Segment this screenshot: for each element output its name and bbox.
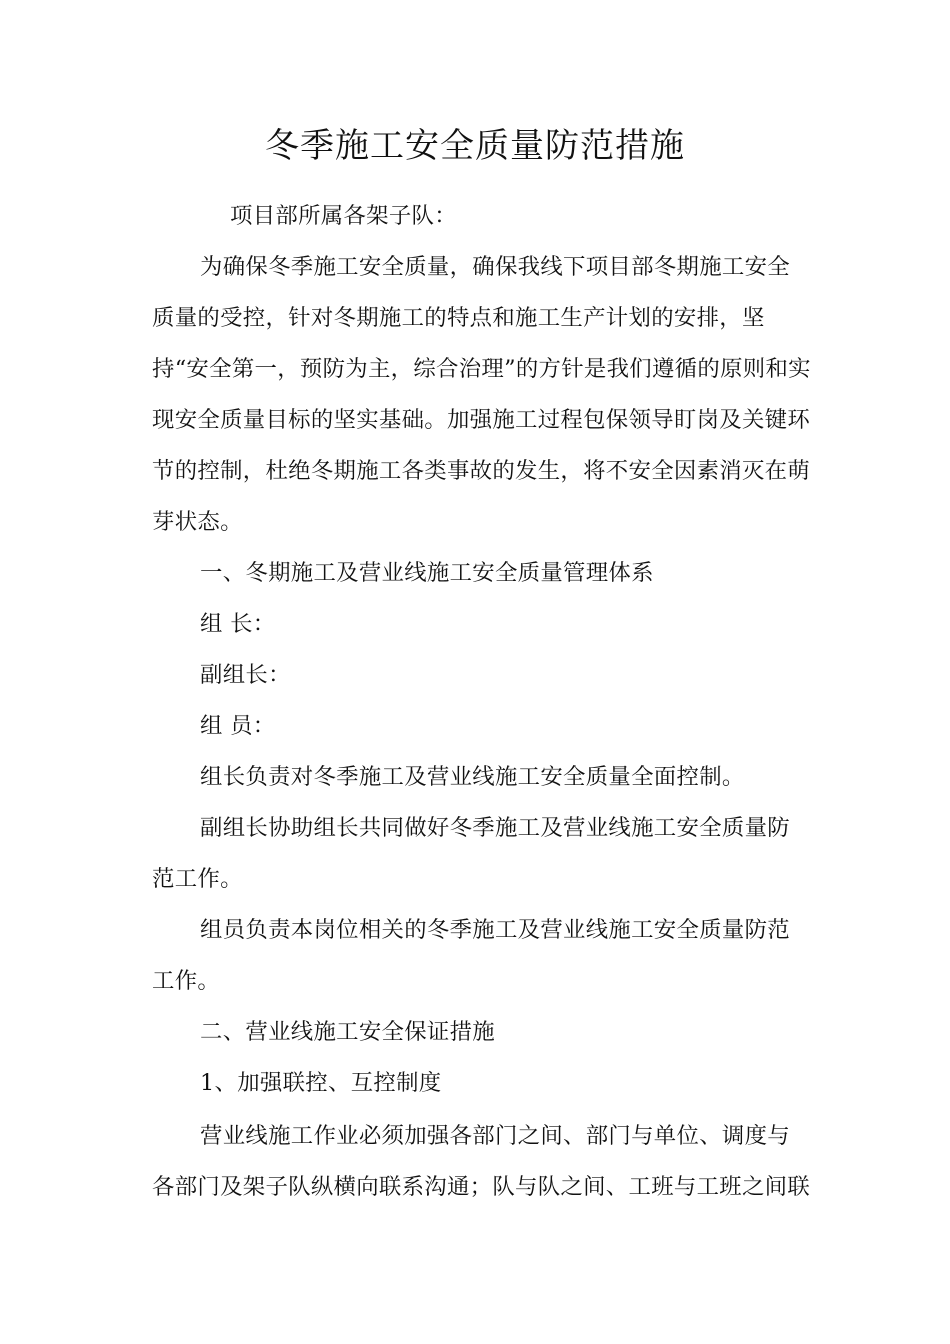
role-label: 副组长： [200, 662, 291, 688]
paragraph-line: 范工作。 [152, 866, 243, 892]
section-heading: 一、冬期施工及营业线施工安全质量管理体系 [200, 560, 654, 586]
paragraph-line: 芽状态。 [152, 509, 243, 535]
paragraph-line: 营业线施工作业必须加强各部门之间、部门与单位、调度与 [200, 1123, 790, 1149]
paragraph-line: 为确保冬季施工安全质量，确保我线下项目部冬期施工安全 [200, 254, 790, 280]
paragraph-line: 副组长协助组长共同做好冬季施工及营业线施工安全质量防 [200, 815, 790, 841]
subsection-heading: 1、加强联控、互控制度 [200, 1070, 442, 1096]
paragraph-line: 质量的受控，针对冬期施工的特点和施工生产计划的安排，坚 [152, 305, 765, 331]
paragraph-line: 组长负责对冬季施工及营业线施工安全质量全面控制。 [200, 764, 745, 790]
salutation: 项目部所属各架子队： [230, 203, 457, 229]
section-heading: 二、营业线施工安全保证措施 [200, 1019, 495, 1045]
paragraph-line: 组员负责本岗位相关的冬季施工及营业线施工安全质量防范 [200, 917, 790, 943]
role-label: 组 员： [200, 713, 276, 739]
paragraph-line: 节的控制，杜绝冬期施工各类事故的发生，将不安全因素消灭在萌 [152, 458, 811, 484]
paragraph-line: 现安全质量目标的坚实基础。加强施工过程包保领导盯岗及关键环 [152, 407, 811, 433]
paragraph-line: 各部门及架子队纵横向联系沟通；队与队之间、工班与工班之间联 [152, 1174, 811, 1200]
paragraph-line: 工作。 [152, 968, 221, 994]
document-title: 冬季施工安全质量防范措施 [265, 126, 685, 166]
paragraph-line: 持“安全第一，预防为主，综合治理”的方针是我们遵循的原则和实 [152, 356, 811, 382]
role-label: 组 长： [200, 611, 276, 637]
